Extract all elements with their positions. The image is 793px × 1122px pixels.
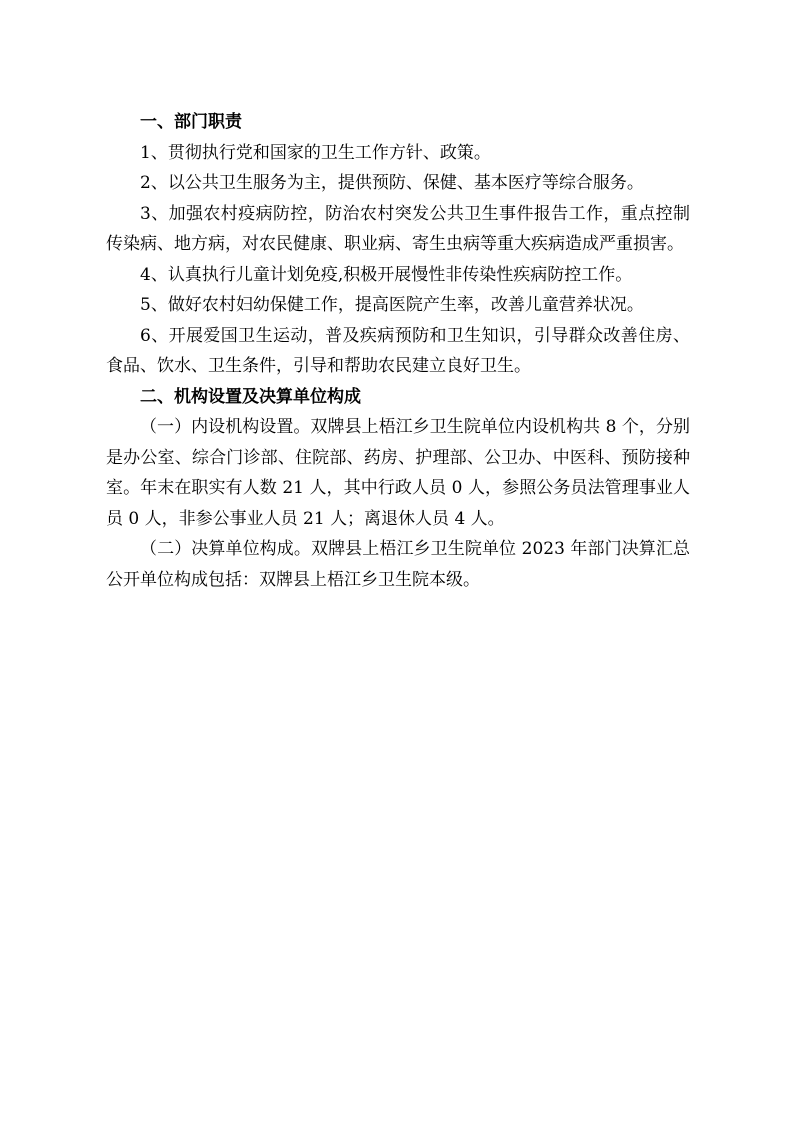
- duty-paragraph: 2、以公共卫生服务为主，提供预防、保健、基本医疗等综合服务。: [140, 173, 644, 193]
- duty-paragraph: 4、认真执行儿童计划免疫,积极开展慢性非传染性疾病防控工作。: [140, 264, 633, 285]
- duty-paragraph: 5、做好农村妇幼保健工作，提高医院产生率，改善儿童营养状况。: [140, 295, 644, 315]
- organization-paragraph: （一）内设机构设置。双牌县上梧江乡卫生院单位内设机构共 8 个，分别是办公室、综合门诊部、住院部、药房、护理部、公卫办、中医科、预防接种室。年末在职实有人数 21 人，其中行政人员 0 人，参照公务员法管理事业人员 0 人，非参公事业人员 21 人；离退休人员 4 人。: [106, 417, 690, 529]
- duty-paragraph: 6、开展爱国卫生运动，普及疾病预防和卫生知识，引导群众改善住房、食品、饮水、卫生条件，引导和帮助农民建立良好卫生。: [106, 325, 690, 376]
- duty-paragraph: 3、加强农村疫病防控，防治农村突发公共卫生事件报告工作，重点控制传染病、地方病，对农民健康、职业病、寄生虫病等重大疾病造成严重损害。: [106, 203, 690, 254]
- document-body: [106, 107, 690, 595]
- section-heading-organization: 二、机构设置及决算单位构成: [140, 386, 361, 407]
- duty-paragraph: 1、贯彻执行党和国家的卫生工作方针、政策。: [140, 142, 491, 163]
- section-heading-duties: 一、部门职责: [140, 112, 242, 132]
- organization-paragraph: （二）决算单位构成。双牌县上梧江乡卫生院单位 2023 年部门决算汇总公开单位构成包括：双牌县上梧江乡卫生院本级。: [106, 539, 690, 590]
